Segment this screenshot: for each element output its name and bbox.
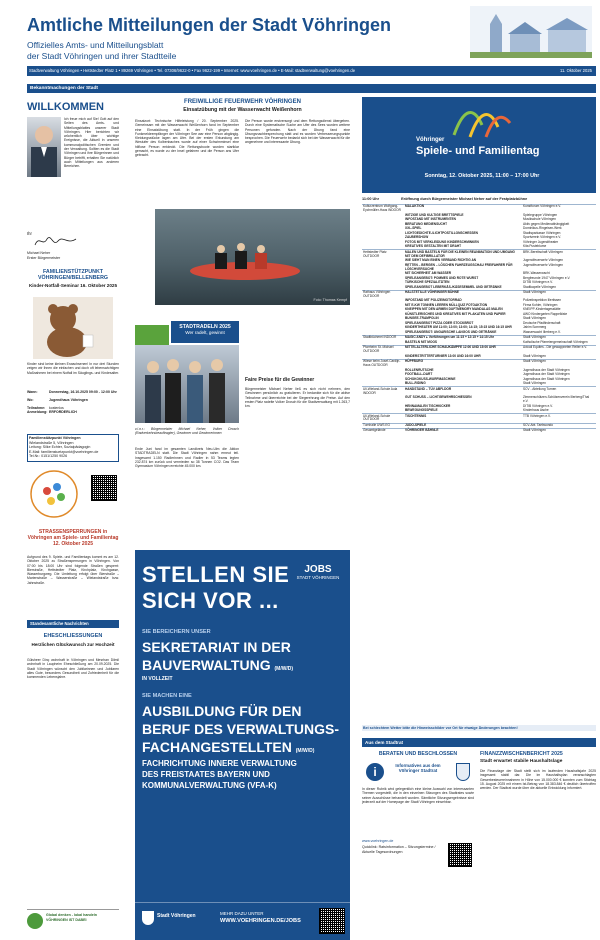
- jobs-badge-subtitle: STADT VÖHRINGEN: [296, 575, 340, 580]
- stadtradeln-header: [171, 321, 239, 343]
- family-contact-box: [27, 434, 119, 462]
- program-location: Gesamtgelände: [362, 429, 404, 434]
- info-icon: i: [366, 763, 384, 781]
- program-row: [362, 263, 596, 271]
- program-activity: KINDERTHEATER UM 11:00; 12:00; 13:00; 14:15; 15:15 UND 16:15 UHR: [405, 325, 512, 330]
- program-activity: BEWEGUNGSSPIELE: [405, 408, 438, 413]
- strassen-title: STRASSENSPERRUNGEN in Vöhringen am Spiele- und Familientag 12. Oktober 2025: [27, 529, 119, 547]
- registration-label: Anmeldung:: [27, 410, 48, 415]
- beraten-text: In dieser Rubrik wird gelegentlich eine kleine Auswahl von interessanten Themen vorgestellt, die in den einzelnen Sitzungen des Stadtrates sowie seiner Ausschüsse behandelt wurden. Sämtliche Sitzungsergebnisse sind jederzeit auf der Homepage der Stadt Vöhringen einsehbar.: [362, 787, 474, 804]
- program-activity: TISCHTENNIS: [404, 414, 522, 423]
- family-contact-line: Wielandstraße 5, Vöhringen: [29, 440, 74, 445]
- program-location: Wiese beim Josef-Cardijn-Haus OUTDOOR: [362, 360, 404, 369]
- issue-date: 11. Oktober 2025: [559, 68, 592, 73]
- left-column: [27, 97, 119, 922]
- program-activity: MALAKTION: [404, 205, 522, 214]
- welcome-greeting: Ihr: [27, 231, 32, 236]
- program-organizer: BRK-Bereitschaft Vöhringen: [522, 250, 596, 259]
- program-organizer: Vöhringer Jugendtheater: [523, 239, 559, 244]
- program-location: Uli-Wieland-Schule Aula INDOOR: [362, 387, 404, 396]
- program-location: [362, 263, 404, 271]
- feuerwehr-title: FREIWILLIGE FEUERWEHR VÖHRINGEN: [184, 99, 301, 105]
- program-organizer: Stadt Vöhringen: [523, 316, 546, 321]
- program-row: [362, 205, 596, 214]
- program-organizer: Musikschule Vöhringen: [523, 217, 556, 222]
- fee-value: kostenlos: [49, 405, 64, 410]
- familienstuetzpunkt-logo: [29, 469, 79, 519]
- program-activity: BULL-RIDING: [405, 381, 426, 386]
- program-organizer: Jugendhaus der Stadt Vöhringen: [523, 376, 570, 381]
- welcome-title: WILLKOMMEN: [27, 101, 104, 113]
- beraten-info-box: [362, 761, 474, 785]
- stadtradeln-text: Ende Juni fand im gesamten Landkreis Neu-Ulm die Aktion STADTRADELN statt. Die Stadt Vöhringen nahm erneut teil. Insgesamt 1.150 Radlerinnen und Radler in 53 Teams legten 232.874 km zurück und vermieden so 38 Tonnen CO2. Das Team Gymnasium Vöhringen erreichte 45.000 km.: [135, 447, 239, 469]
- beraten-qr-code[interactable]: [448, 843, 472, 867]
- program-activity: FOTOS MIT VERKLEIDUNG KINDERSCHMINKEN: [405, 239, 479, 244]
- program-table-wrapper: [362, 204, 596, 722]
- header: [0, 0, 600, 82]
- program-organizer: Deutsche Pfadfinderschaft: [523, 320, 561, 325]
- program-organizer: Kinderhaus Asche: [523, 408, 549, 413]
- family-contact-line: E-Mail: familienstuetzpunkt@voehringen.de: [29, 449, 99, 454]
- standesamt-bar: Standesamtliche Nachrichten: [27, 620, 119, 628]
- program-activity: BUNGEE-TRAMPOLIN: [405, 316, 439, 321]
- stadtradeln-title: STADTRADELN 2025: [179, 324, 231, 330]
- jobs-url-link[interactable]: WWW.VOEHRINGEN.DE/JOBS: [220, 918, 301, 924]
- feuerwehr-text-right: Die Person wurde erstversorgt und dem Rettungsdienst übergeben. Durch eine Systematische Suche am Ufer des Sees wurden weitere Personen gefunden. Nach der Übung fand eine Übungsnachbesprechung statt und es wurden Verbesserungspunkte besprochen. Die Feuerwehr bedankt sich bei der Wasserwacht für die angenehme und interessante Übung.: [245, 119, 350, 145]
- feuerwehr-subtitle: Einsatzübung mit der Wasserwacht Weißenhorn: [183, 107, 302, 113]
- program-activity: KREATIVES GESTALTEN MIT DRAHT: [405, 244, 462, 249]
- right-column: [362, 97, 596, 854]
- family-subtitle: Kinder-Notfall-Seminar 16. Oktober 2025: [28, 283, 118, 288]
- program-activity: VÖHRINGER BÄHNLE: [404, 429, 522, 434]
- program-organizer: BRK-Wasserwacht: [523, 271, 550, 276]
- masthead-subtitle-2: der Stadt Vöhringen und ihrer Stadtteile: [27, 51, 177, 61]
- program-activity: RETTEN – BERGEN – LÖSCHEN FAHRZEUGSCHAU FREIFAHRER FÜR LÖSCHVERSUCHE: [405, 262, 513, 271]
- program-organizer: Stadt Vöhringen: [523, 381, 546, 386]
- program-organizer: Dominikus-Ringeisen-Werk: [523, 226, 562, 231]
- program-organizer: Stadt Vöhringen: [522, 290, 596, 299]
- photo-caption: Foto: Thomas Kempf: [313, 298, 347, 303]
- rescue-boat-photo: [155, 209, 350, 305]
- program-activity: INFOSTAND MIT INSTRUMENTEN: [405, 217, 456, 222]
- program-activity: BASTELN MIT MOOS: [405, 339, 438, 344]
- family-contact-line: Leitung: Silke Echter, Sozialpädagogin: [29, 445, 91, 450]
- jobs-intro-2: SIE MACHEN EINE: [142, 693, 192, 699]
- spieltag-opening: [362, 197, 596, 201]
- finanz-text: Die Finanzlage der Stadt stellt sich im laufenden Haushaltsjahr 2025 insgesamt stabil dar. Die im Haushaltsplan veranschlagten Gewerbesteuereinnahmen in Höhe von 15.000.000 € konnten zum Stichtag 15. August 2025 mit einem Ist-Betrag von 18.383.846 € deutlich übertroffen werden. Der Stadtrat wurde über die aktuelle Entwicklung informiert.: [480, 769, 596, 791]
- family-qr-code[interactable]: [91, 475, 117, 501]
- program-activity: MITTELALTERLICHE SCHAUKÄMPFE 12:00 UND 15:00 UHR: [404, 346, 522, 355]
- program-location: Pfarrheim St. Michael OUTDOOR: [362, 346, 404, 355]
- program-activity: KÜNSTLERISCHES UND KREATIVES MIT PLAKATEN UND PAPIER: [405, 311, 506, 316]
- strassen-text: Aufgrund des 9. Spiele- und Familientags kommt es am 12. Oktober 2025 zu Straßensperrungen in Vöhringen. Von 07:00 bis 18:00 Uhr sind folgende Straßen gesperrt: Bierstraße, Hettstedter Platz, Kirchplatz, Kirchgasse, Wasserburgweg. Die Umleitung erfolgt über Bierstraße – Marienstraße – Wasserstraße – Wielandstraße bzw. Jahnstraße.: [27, 555, 119, 585]
- program-organizer: Jugendhaus der Stadt Vöhringen: [523, 367, 570, 372]
- program-organizer: TTB Vöhringen e.V.: [522, 414, 596, 423]
- program-activity: ROLLENRUTSCHE: [405, 367, 434, 372]
- program-activity: BERATUNG MEDIENSUCHT: [405, 221, 448, 226]
- program-activity: WITZIGE UND KULTIGE BRETTSPIELE: [405, 212, 464, 217]
- program-organizer: Katholische Pfarreiengemeinschaft Vöhringen: [523, 339, 588, 344]
- program-activity: LICHTGEDICHTE-/LICHTPOSTILLONSCHESSEN: [405, 230, 478, 235]
- program-location: Uli-Wieland-Schule OUTDOOR: [362, 414, 404, 423]
- program-activity: MALEN UND BASTELN FÜR DIE KLEINEN REANIMATION UND UMGANG MIT DEM DEFIBRILLATOR: [404, 250, 522, 259]
- jobs-badge: [292, 564, 344, 580]
- program-activity: FOOTBALL-DART: [405, 372, 433, 377]
- program-activity: WIE SIEHT MAN EINEN VERBAND RICHTIG AN: [405, 258, 477, 263]
- finanz-subtitle: Stadt erwartet stabile Haushaltslage: [480, 759, 563, 764]
- program-row: [362, 414, 596, 423]
- jobs-role-1b-text: BAUVERWALTUNG: [142, 657, 271, 673]
- program-location: Rathaus Vöhringen OUTDOOR: [362, 290, 404, 299]
- jobs-intro-1: SIE BEREICHERN UNSER: [142, 629, 211, 635]
- program-organizer: Jugendhaus der Stadt Vöhringen: [523, 372, 570, 377]
- jobs-role-2f: KOMMUNALVERWALTUNG (VFA-K): [142, 781, 277, 790]
- contact-line: Stadtverwaltung Vöhringen • Hettstedter Platz 1 • 89269 Vöhringen • Tel. 07306/9622-0 • Fax 9622-199 • Internet: www.voehringen.de • E-Mail: stadtverwaltung@voehringen.de: [29, 68, 356, 73]
- standesamt-title: EHESCHLIESSUNGEN: [43, 633, 103, 639]
- jobs-headline-2: SICH VOR ...: [142, 588, 279, 613]
- jobs-role-1-suffix: (M/W/D): [274, 666, 294, 672]
- program-table: [362, 204, 596, 434]
- when-label: Wann:: [27, 390, 38, 394]
- program-organizer: Stadt Vöhringen: [522, 336, 596, 341]
- stadtradeln-prize-title: Faire Preise für die Gewinner: [245, 377, 315, 383]
- program-organizer: KNEIPP-Kindertagesstätte: [523, 307, 561, 312]
- program-activity: SPIELEANGEBOT PIZZA ODER STOCKBROT: [405, 320, 474, 325]
- program-activity: HENNAMALEN TISCHKICKER: [405, 403, 451, 408]
- jobs-role-2d: FACHRICHTUNG INNERE VERWALTUNG: [142, 759, 297, 768]
- family-contact-line: Tel.Nr.: 0151/1250 9026: [29, 454, 68, 459]
- jobs-role-2b: BERUF DES VERWALTUNGS-: [142, 721, 340, 737]
- program-organizer: Spielegruppe Vöhringen: [523, 212, 558, 217]
- teddy-bear-photo: [33, 297, 113, 359]
- program-activity: INFOSTAND MIT POLIZEIMOTORRAD: [405, 298, 462, 303]
- jobs-headline-1: STELLEN SIE: [142, 562, 290, 587]
- family-title: FAMILIENSTÜTZPUNKT VÖHRINGEN/BELLENBERG: [37, 269, 109, 282]
- when-value: Donnerstag, 16.10.2025 09:00 - 12:00 Uhr: [49, 390, 117, 394]
- program-organizer: Avicali Equites - Die gewappneten Reiter e.V.: [522, 346, 596, 355]
- program-activity: HALSTETILLE VÖHRINGER BÜHNE: [404, 290, 522, 299]
- program-organizer: SCV - Abteilung Turnen: [522, 387, 596, 396]
- program-activity: SPIELEANGEBOT: UNGARISCHE LANGOS UND GETRÄNKE: [405, 329, 497, 334]
- program-organizer: Stadtsparkasse Vöhringen: [523, 230, 561, 235]
- global-footer-text: Global denken - lokal handeln VÖHRINGEN IST DABEI: [46, 913, 97, 922]
- jobs-badge-title: JOBS: [304, 564, 332, 575]
- jobs-footer: [135, 902, 350, 940]
- program-activity: SCHOKOKUSS-WURFMASCHINE: [405, 376, 456, 381]
- jobs-role-2a: AUSBILDUNG FÜR DEN: [142, 703, 302, 719]
- beraten-link[interactable]: www.voehringen.de: [362, 839, 394, 843]
- town-skyline-image: [470, 6, 592, 58]
- program-organizer: Kita Pusteblume: [523, 244, 547, 249]
- program-location: Hettstedter Platz OUTDOOR: [362, 250, 404, 259]
- opening-time: 11:00 Uhr: [362, 197, 380, 201]
- mayor-name: Michael Neher: [27, 251, 51, 255]
- program-organizer: DITIB Vöhringen e.V.: [523, 280, 553, 285]
- jobs-qr-code[interactable]: [319, 908, 345, 934]
- where-value: Jugendhaus Vöhringen: [49, 398, 88, 403]
- mayor-signature: [33, 233, 78, 249]
- program-activity: GUT SCHUSS – LICHTGEWEHRSCHIESSEN: [405, 395, 472, 400]
- masthead-title: Amtliche Mitteilungen der Stadt Vöhringen: [27, 15, 392, 35]
- colorful-swirl-logo: [452, 105, 512, 141]
- program-organizer: DITIB Vöhringen e.V.: [523, 403, 553, 408]
- family-contact-title: Familienstützpunkt Vöhringen: [29, 436, 81, 440]
- jobs-role-2c: [142, 739, 314, 755]
- jobs-logo-text: Stadt Vöhringen: [157, 913, 196, 919]
- program-organizer: Wasserwacht Illerberg e.V.: [523, 329, 561, 334]
- jobs-advert[interactable]: [135, 550, 350, 940]
- program-organizer: SCV-Abt. Taekwondo: [522, 423, 596, 429]
- program-activity: SPIELEANGEBOT: POMMES UND ROTE WURST: [405, 275, 479, 280]
- program-organizer: Zimmerschützen-Schützenverein Illerberg/Thal e.V.: [523, 395, 590, 404]
- stadt-voehringen-crest-icon: [142, 911, 154, 925]
- program-organizer: Stadtkapelle Vöhringen: [523, 284, 556, 289]
- program-row: [362, 396, 596, 404]
- mayor-role: Erster Bürgermeister: [27, 256, 61, 260]
- jobs-role-2c-text: FACHANGESTELLTEN: [142, 739, 292, 755]
- middle-column: [135, 97, 350, 924]
- jobs-more-label: MEHR DAZU UNTER: [220, 911, 264, 916]
- welcome-text: Ich freue mich auf Sie! Gott auf den Seiten des Amts- und Mitteilungsblattes unserer Stadt Vöhringen. Hier berichten wir wöchentlich über wichtige Ereignisse, die Aktuell in unseren kommunalpolitischen Gremien und der Verwaltung. Sollten es die Stadt Vöhringen und ihre Bürgerinnen und Bürger betrifft, erhalten Sie natürlich auch Mitteilungen aus anderen Bereichen.: [64, 117, 119, 169]
- program-activity: MIT SICHERHEIT AM WASSER: [405, 271, 452, 276]
- program-activity: XXL-SPIEL: [405, 226, 422, 231]
- program-organizer: Kunstforum Vöhringen e.V.: [522, 205, 596, 214]
- program-organizer: Jugendfeuerwehr Vöhringen: [523, 262, 564, 267]
- globe-icon: [27, 913, 43, 929]
- standesamt-subtitle: Herzlichen Glückwunsch zur Hochzeit: [31, 642, 115, 647]
- program-activity: SPIELEANGEBOT LEBERKÄS-/KÄSESEMMEL UND GETRÄNKE: [405, 284, 502, 289]
- jobs-role-1a: SEKRETARIAT IN DER: [142, 639, 291, 655]
- program-activity: MIT E-KW TONNEN LEEREN MÜLLQUIZ FOTOAKTION: [405, 302, 488, 307]
- spieltag-title: Spiele- und Familientag: [416, 145, 540, 157]
- where-label: Wo:: [27, 398, 34, 403]
- program-organizer: Firma Kohler, Vöhringen: [523, 302, 558, 307]
- program-organizer: Stadt Vöhringen: [522, 360, 596, 369]
- program-activity: KNEIPPEN MIT DEN ARMEN DUFTMEMORY MANDALAS MALEN: [405, 307, 503, 312]
- program-organizer: Jugendfeuerwehr Vöhringen: [523, 258, 564, 263]
- program-activity: MAGIC ANDY ▸ Vorführungen um 11:15 + 12:15 + 14:15 Uhr: [404, 336, 522, 341]
- beraten-info-title: Informatives aus dem Vöhringer Stadtrat: [395, 763, 441, 774]
- stadtradeln-group-photo: [135, 345, 239, 423]
- jobs-role-2e: DES FREISTAATES BAYERN UND: [142, 770, 270, 779]
- mayor-portrait: [27, 117, 61, 177]
- section-bar-stadtrat: Aus dem Stadtrat: [362, 738, 596, 747]
- contact-bar: [27, 66, 596, 76]
- stadtradeln-prize-text: Bürgermeister Michael Neher ließ es sich nicht nehmen, den Gewinnern persönlich zu gratulieren. Er bedankte sich für die aktive Teilnahme und überreichte bei der Siegerehrung die Preise. Auf den ersten Platz radelte Volker Drosch für die Stadtverwaltung mit 1.263,7 km.: [245, 387, 350, 409]
- stadtradeln-subtitle: Wer radelt, gewinnt: [185, 330, 225, 335]
- fee-label: Teilnahme:: [27, 405, 46, 410]
- jobs-role-2-suffix: (M/W/D): [295, 748, 315, 754]
- finanz-title: FINANZZWISCHENBERICHT 2025: [480, 751, 563, 757]
- program-location: Kulturzentrum Wolfgang-Eychmüller-Haus INDOOR: [362, 205, 404, 214]
- spieltag-date: Sonntag, 12. Oktober 2025, 11:00 – 17:00 Uhr: [424, 173, 540, 179]
- stadtradeln-caption: v.l.n.r.: Bürgermeister Michael Neher, Volker Drosch (Radverkehrsbeauftragter), Gewinner und Gewinnerinnen: [135, 427, 239, 436]
- family-details: [27, 390, 119, 415]
- program-activity: JUDO-SPIELE: [404, 423, 522, 429]
- program-organizer: Jahim Sommerg: [523, 325, 547, 330]
- registration-value: ERFORDERLICH: [49, 410, 77, 415]
- program-location: Turnhalle UWS EG: [362, 423, 404, 429]
- program-location: Stadtbücherei INDOOR: [362, 336, 404, 341]
- program-organizer: Bergfreunde 1947 Vöhringen e.V.: [523, 275, 571, 280]
- beraten-title: BERATEN UND BESCHLOSSEN: [378, 751, 458, 757]
- spieltag-brand: Vöhringer: [416, 137, 445, 143]
- program-activity: ZAUBERSHOW: [405, 235, 429, 240]
- program-organizer: Polizeiinspektion Illertissen: [523, 298, 562, 303]
- program-activity: KINDERSTRITTERTURNIER 13:00 UND 16:00 UHR: [405, 353, 481, 358]
- section-bar-bekanntmachungen: Bekanntmachungen der Stadt: [27, 84, 596, 93]
- program-row: [362, 429, 596, 434]
- opening-text: Eröffnung durch Bürgermeister Michael Neher auf der Festplatzbühne: [401, 197, 528, 201]
- stadtrat-crest-icon: [456, 763, 470, 781]
- weather-footnote: Bei schlechtem Wetter bitte die Hinweisschilder vor Ort für etwaige Änderungen beachten!: [362, 725, 596, 731]
- beraten-hint: Quicklink: Ratsinformation – Sitzungstermine / Aktuelle Tagesordnungen: [362, 845, 436, 854]
- program-activity: HANDSTAND – TÜV ABFLDOR: [404, 387, 522, 396]
- jobs-role-1b: [142, 657, 293, 673]
- program-organizer: Sportverein Vöhringen e.V.: [523, 235, 561, 240]
- masthead-subtitle-1: Offizielles Amts- und Mitteilungsblatt: [27, 40, 164, 50]
- feuerwehr-text-left: Einsatzort: Technische Hilfeleistung / 20. September 2025. Gemeinsam mit der Wasserwacht Weißenhorn fand im September eine Einsatzübung statt. In der Früh gingen die Funkmeldeempfänger der Vöhringer See war eine Person abgängig. Kleidungsstücke lagen am Ufer. Bei der ersten Erkundung am Westufer des Kolbenbaches wurde auf einer Schwimminsel eine hilflose Person entdeckt. Die Rettungsboote wurden startklar gemacht, es wurde zu der Insel gefahren und die Person ans Ufer gebracht.: [135, 119, 239, 158]
- program-activity: HÜPFBURG: [404, 360, 522, 369]
- standesamt-text: Gülsheer Dinç wohnhaft in Vöhringen und Mesrhan Dilmil wohnhaft in Laupheim Eheschließung am 20.09.2025. Die Stadt Vöhringen wünscht den Jubilarinnen und Jubilaren alles Gute, besonders Gesundheit und Zufriedenheit für die kommenden Lebensjahre.: [27, 658, 119, 680]
- program-organizer: Aktiv gegen Medienabhängigkeit: [523, 221, 570, 226]
- program-activity: TÜRKISCHE SPEZIALITÄTEN: [405, 280, 450, 285]
- jobs-employment: IN VOLLZEIT: [142, 676, 173, 682]
- spieltag-banner: [362, 97, 596, 193]
- program-location: [362, 396, 404, 404]
- global-footer-box: [27, 909, 119, 931]
- program-organizer: Stadt Vöhringen: [522, 429, 596, 434]
- program-organizer: Stadt Vöhringen: [523, 353, 546, 358]
- family-text: Kinder sind keine kleinen Erwachsenen! In nur drei Stunden zeigen wir Ihnen die einfachen und doch oft lebenswichtigen Maßnahmen bei einem Notfall im Säuglings- und Kindesalter.: [27, 362, 119, 375]
- program-organizer: AWO Kindergarten Rappelkiste: [523, 311, 568, 316]
